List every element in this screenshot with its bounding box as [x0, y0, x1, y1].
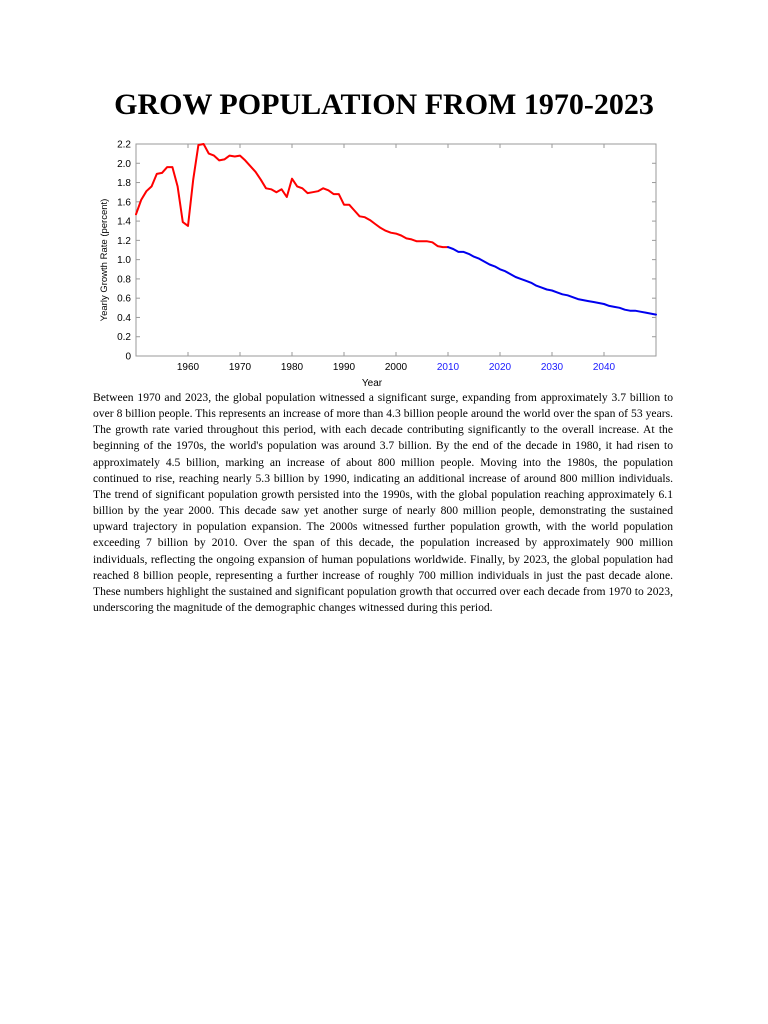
x-tick-label: 2020: [488, 362, 512, 373]
y-tick-label: 0.4: [117, 312, 131, 324]
y-tick-label: 1.8: [117, 178, 131, 190]
x-axis-label: Year: [361, 378, 383, 389]
y-tick-label: 1.0: [117, 255, 131, 267]
x-tick-label: 1970: [228, 362, 252, 373]
y-tick-label: 1.6: [117, 197, 131, 209]
growth-rate-chart: [0, 130, 768, 392]
y-tick-label: 2.2: [117, 139, 131, 151]
y-tick-label: 0.2: [117, 332, 131, 344]
y-tick-label: 0.8: [117, 274, 131, 286]
x-tick-label: 2000: [384, 362, 408, 373]
series-line-projected: [448, 247, 656, 315]
x-tick-label: 1960: [176, 362, 200, 373]
plot-frame: [136, 144, 656, 356]
axis-layer: [99, 140, 656, 390]
series-layer: [136, 144, 656, 315]
x-tick-label: 1980: [280, 362, 304, 373]
y-tick-label: 0.6: [117, 293, 131, 305]
y-tick-label: 0: [125, 351, 131, 363]
y-axis-label: Yearly Growth Rate (percent): [99, 198, 110, 322]
x-tick-label: 2010: [436, 362, 460, 373]
series-line-historical: [136, 144, 448, 247]
y-tick-label: 1.4: [117, 216, 131, 228]
page-title: GROW POPULATION FROM 1970-2023: [114, 88, 654, 121]
x-tick-label: 2040: [592, 362, 616, 373]
chart-svg: [0, 130, 768, 392]
x-tick-label: 2030: [540, 362, 564, 373]
x-tick-label: 1990: [332, 362, 356, 373]
y-tick-label: 1.2: [117, 235, 131, 247]
y-tick-label: 2.0: [117, 158, 131, 170]
body-paragraph: Between 1970 and 2023, the global population witnessed a significant surge, expanding from approximately 3.7 billion to over 8 billion people. This represents an increase of more than 4.3 billion people around the world over the span of 53 years. The growth rate varied throughout this period, with each decade contributing significantly to the overall increase. At the beginning of the 1970s, the world's population was around 3.7 billion. By the end of the decade in 1980, it had risen to approximately 4.5 billion, marking an increase of about 800 million people. Moving into the 1980s, the population continued to rise, reaching nearly 5.3 billion by 1990, indicating an additional increase of around 800 million individuals. The trend of significant population growth persisted into the 1990s, with the global population reaching approximately 6.1 billion by the year 2000. This decade saw yet another surge of nearly 800 million people, demonstrating the sustained upward trajectory in population expansion. The 2000s witnessed further population growth, with the world population exceeding 7 billion by 2010. Over the span of this decade, the population increased by approximately 900 million individuals, reflecting the ongoing expansion of human populations worldwide. Finally, by 2023, the global population had reached 8 billion people, representing a further increase of roughly 700 million individuals in just the past decade alone. These numbers highlight the sustained and significant population growth that occurred over each decade from 1970 to 2023, underscoring the magnitude of the demographic changes witnessed during this period.: [93, 391, 673, 615]
